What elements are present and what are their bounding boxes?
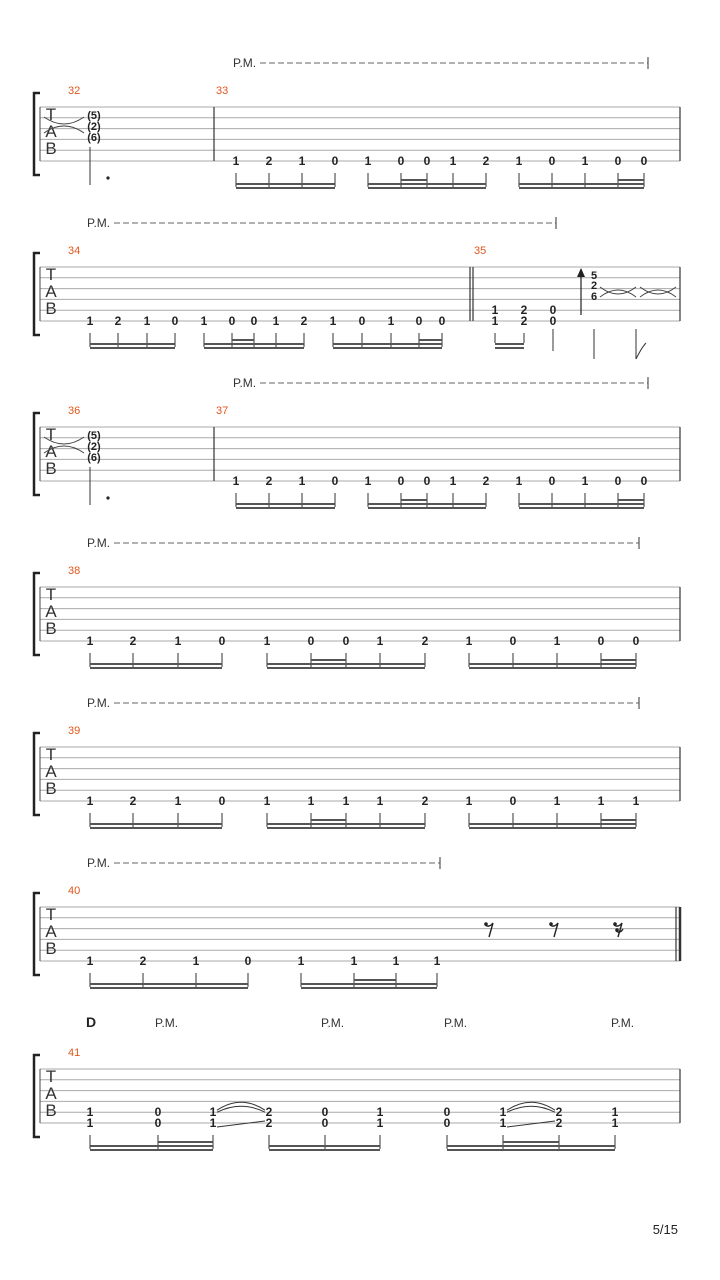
beam-secondary [158,1141,213,1143]
fret-number: 1 [376,1116,384,1130]
measure-number: 33 [216,85,229,97]
fret-number: 1 [515,154,523,168]
palm-mute-label: P.M. [87,856,111,870]
fret-number: 1 [329,314,337,328]
fret-number: 0 [358,314,366,328]
beam [469,823,636,825]
fret-number: 1 [499,1116,507,1130]
fret-number: 2 [129,634,137,648]
slide-line [507,1121,555,1127]
fret-number: 1 [376,1105,384,1120]
beam [368,507,486,509]
palm-mute-label: P.M. [155,1016,179,1030]
fret-number: 0 [549,314,557,328]
beam [519,183,644,185]
palm-mute-label: P.M. [444,1016,468,1030]
beam [90,823,222,825]
fret-number: 0 [171,314,179,328]
beam [236,503,335,505]
fret-number: 0 [423,474,431,488]
fret-number: 1 [263,634,271,648]
fret-number: 5 [590,270,598,282]
fret-number: 0 [509,634,517,648]
fret-number: 1 [209,1105,217,1120]
measure-number: 39 [68,725,81,737]
fret-number: 2 [482,154,490,168]
fret-number: 0 [640,474,648,488]
fret-number: 1 [298,154,306,168]
beam [368,503,486,505]
palm-mute-label: P.M. [87,696,111,710]
measure-number: 38 [68,565,81,577]
fret-number: 1 [387,314,395,328]
fret-number: 2 [265,1116,273,1130]
fret-number: 1 [581,474,589,488]
tab-letter-a: A [45,922,57,941]
fret-number: 1 [307,794,315,808]
beam [90,1149,213,1151]
fret-number: 1 [364,154,372,168]
fret-number: 1 [376,794,384,808]
fret-number: 0 [632,634,640,648]
fret-number: 1 [581,154,589,168]
fret-number: 1 [553,634,561,648]
fret-number: 1 [209,1116,217,1130]
fret-number: 0 [154,1105,162,1120]
beam [267,823,425,825]
beam [495,343,524,345]
fret-number: 0 [307,634,315,648]
fret-number: 1 [192,954,200,968]
measure-number: 36 [68,405,81,417]
fret-number-parenthesized: (2) [87,121,101,133]
beam [269,1145,380,1147]
beam [368,183,486,185]
fret-number: 1 [342,794,350,808]
fret-number: 1 [86,1105,94,1120]
beam [519,507,644,509]
fret-number: 1 [263,794,271,808]
fret-number-parenthesized: (6) [87,452,101,464]
beam [519,187,644,189]
fret-number: 1 [364,474,372,488]
fret-number: 0 [250,314,258,328]
fret-number: 2 [555,1105,563,1120]
palm-mute-label: P.M. [233,376,257,390]
fret-number: 1 [611,1116,619,1130]
beam [469,667,636,669]
beam [90,663,222,665]
fret-number: 1 [515,474,523,488]
tab-letter-b: B [45,939,57,958]
fret-number: 1 [350,954,358,968]
fret-number: 2 [129,794,137,808]
rest-dot [484,922,488,926]
beam [269,1149,380,1151]
tab-letter-t: T [45,105,57,124]
tab-letter-t: T [45,905,57,924]
beam [333,347,442,349]
fret-number: 0 [548,154,556,168]
tab-letter-b: B [45,619,57,638]
fret-number: 0 [397,154,405,168]
fret-number: 1 [499,1105,507,1120]
fret-number: 0 [218,634,226,648]
beam-secondary [618,499,644,501]
slur [217,1106,265,1112]
tab-letter-a: A [45,442,57,461]
fret-number: 0 [228,314,236,328]
fret-number: 1 [86,634,94,648]
fret-number: 1 [297,954,305,968]
beam [333,343,442,345]
beam [267,827,425,829]
beam-secondary [401,179,427,181]
fret-number: 0 [438,314,446,328]
fret-number: 1 [174,634,182,648]
fret-number: 1 [143,314,151,328]
beam [90,343,175,345]
fret-number: 1 [174,794,182,808]
beam-secondary [232,339,254,341]
measure-number: 41 [68,1047,81,1059]
fret-number: 1 [465,794,473,808]
beam-secondary [419,339,442,341]
tab-letter-a: A [45,762,57,781]
measure-number: 35 [474,245,487,257]
measure-number: 32 [68,85,81,97]
fret-number: 1 [553,794,561,808]
palm-mute-label: P.M. [611,1016,635,1030]
beam [90,347,175,349]
strum-arrow-head [577,268,585,277]
fret-number: 1 [86,1116,94,1130]
fret-number: 1 [298,474,306,488]
dot [106,496,109,499]
fret-number: 0 [509,794,517,808]
fret-number: 0 [415,314,423,328]
beam [469,827,636,829]
beam [519,503,644,505]
fret-number: 1 [449,474,457,488]
beam [469,663,636,665]
fret-number: 2 [520,314,528,328]
system-bracket [34,1055,40,1137]
beam-secondary [354,979,396,981]
section-marker: D [86,1014,97,1030]
fret-number: 6 [590,291,598,303]
tab-letter-t: T [45,425,57,444]
system-bracket [34,253,40,335]
beam [204,343,304,345]
beam [204,347,304,349]
measure-number: 34 [68,245,81,257]
fret-number: 2 [482,474,490,488]
fret-number: 2 [139,954,147,968]
beam [90,827,222,829]
system-bracket [34,413,40,495]
fret-number: 1 [86,314,94,328]
dot [106,176,109,179]
fret-number: 0 [423,154,431,168]
tab-system-6 [34,856,680,989]
system-bracket [34,93,40,175]
fret-number-parenthesized: (6) [87,132,101,144]
beam [495,347,524,349]
fret-number-parenthesized: (5) [87,110,101,122]
beam [267,667,425,669]
fret-number: 0 [640,154,648,168]
measure-number: 40 [68,885,81,897]
beam [267,663,425,665]
fret-number: 0 [548,474,556,488]
tab-system-4 [34,536,680,669]
beam [90,987,248,989]
fret-number: 1 [491,303,499,318]
fret-number: 1 [232,474,240,488]
fret-number: 0 [154,1116,162,1130]
system-bracket [34,573,40,655]
beam-secondary [601,819,636,821]
tab-letter-b: B [45,779,57,798]
tab-letter-b: B [45,299,57,318]
fret-number: 0 [443,1105,451,1120]
beam-secondary [618,179,644,181]
fret-number: 1 [465,634,473,648]
fret-number: 1 [376,634,384,648]
tab-letter-t: T [45,265,57,284]
fret-number: 2 [300,314,308,328]
beam-secondary [401,499,427,501]
fret-number: 0 [218,794,226,808]
beam-secondary [311,659,346,661]
tab-system-7 [34,1014,680,1151]
tab-system-2 [34,216,680,359]
slur [507,1106,555,1112]
fret-number: 1 [611,1105,619,1120]
tab-letter-b: B [45,139,57,158]
tab-system-3 [34,376,680,509]
tab-letter-b: B [45,459,57,478]
fret-number: 0 [321,1116,329,1130]
fret-number: 1 [449,154,457,168]
beam-secondary [503,1141,559,1143]
fret-number: 2 [265,154,273,168]
slide-line [217,1121,265,1127]
tab-letter-a: A [45,122,57,141]
beam [236,183,335,185]
fret-number: 2 [520,303,528,318]
fret-number: 2 [590,280,598,292]
palm-mute-label: P.M. [321,1016,345,1030]
beam-secondary [601,659,636,661]
tab-letter-t: T [45,1067,57,1086]
fret-number: 0 [443,1116,451,1130]
fret-number: 0 [321,1105,329,1120]
beam [447,1145,615,1147]
fret-number: 0 [244,954,252,968]
page-number: 5/15 [652,1222,678,1237]
fret-number-parenthesized: (2) [87,441,101,453]
fret-number: 1 [433,954,441,968]
fret-number: 2 [421,634,429,648]
tab-system-1 [34,56,680,189]
fret-number: 0 [614,154,622,168]
fret-number: 2 [421,794,429,808]
fret-number: 1 [86,794,94,808]
tab-letter-t: T [45,585,57,604]
fret-number: 0 [597,634,605,648]
beam [236,507,335,509]
fret-number-parenthesized: (5) [87,430,101,442]
fret-number: 2 [114,314,122,328]
fret-number: 2 [555,1116,563,1130]
beam [90,983,248,985]
fret-number: 0 [397,474,405,488]
rest-dot [549,922,553,926]
beam [90,1145,213,1147]
fret-number: 1 [86,954,94,968]
measure-number: 37 [216,405,229,417]
palm-mute-label: P.M. [87,536,111,550]
fret-number: 2 [265,474,273,488]
beam [236,187,335,189]
beam [447,1149,615,1151]
fret-number: 1 [632,794,640,808]
note-flag [636,343,646,359]
tab-letter-a: A [45,282,57,301]
tab-system-5 [34,696,680,829]
system-bracket [34,893,40,975]
fret-number: 1 [232,154,240,168]
fret-number: 1 [392,954,400,968]
tab-letter-t: T [45,745,57,764]
fret-number: 1 [491,314,499,328]
rest-dot [615,928,619,932]
fret-number: 0 [614,474,622,488]
tab-letter-a: A [45,1084,57,1103]
palm-mute-label: P.M. [233,56,257,70]
beam [301,983,437,985]
beam [368,187,486,189]
fret-number: 0 [342,634,350,648]
beam-secondary [311,819,346,821]
fret-number: 0 [331,474,339,488]
rest-dot [613,922,617,926]
fret-number: 0 [549,303,557,318]
tab-letter-b: B [45,1101,57,1120]
beam [90,667,222,669]
fret-number: 2 [265,1105,273,1120]
fret-number: 1 [200,314,208,328]
fret-number: 1 [272,314,280,328]
beam [301,987,437,989]
tab-letter-a: A [45,602,57,621]
system-bracket [34,733,40,815]
palm-mute-label: P.M. [87,216,111,230]
fret-number: 0 [331,154,339,168]
fret-number: 1 [597,794,605,808]
